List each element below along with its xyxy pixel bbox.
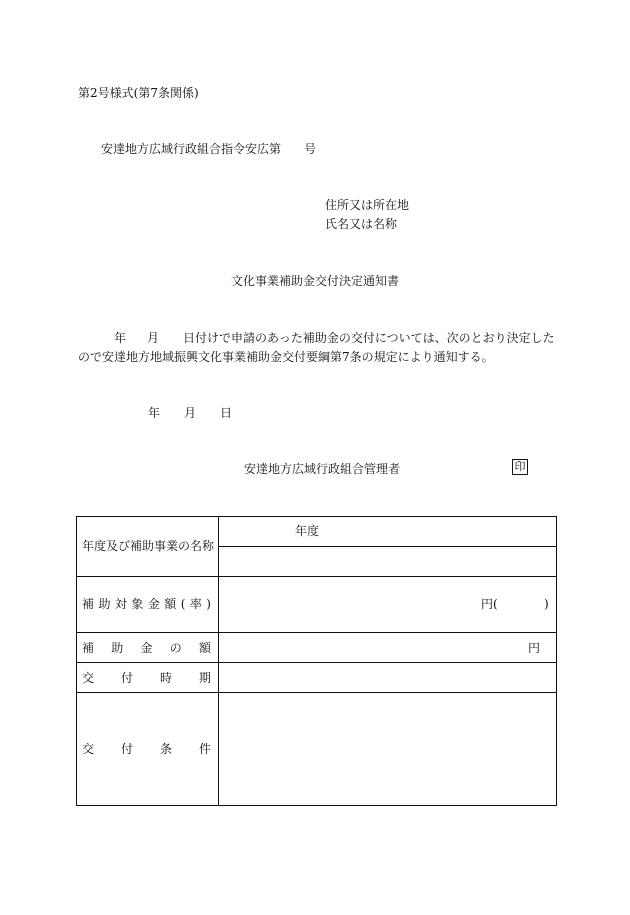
body-year: 年 xyxy=(114,331,127,345)
row-label-subsidy-amount: 補 助 金 の 額 xyxy=(82,641,211,655)
table-border-right xyxy=(556,516,557,806)
table-row-line xyxy=(76,662,557,663)
reference-number-suffix: 号 xyxy=(304,142,317,156)
table-border-bottom xyxy=(76,805,557,806)
table-row-line xyxy=(76,632,557,633)
form-label: 第2号様式(第7条関係) xyxy=(78,86,199,100)
table-border-left xyxy=(76,516,77,806)
date-day: 日 xyxy=(220,406,233,420)
row-label-eligible-amount: 補 助 対 象 金 額 ( 率 ) xyxy=(82,597,211,611)
reference-number-prefix: 安達地方広域行政組合指令安広第 xyxy=(101,142,282,156)
table-border-top xyxy=(76,516,557,517)
row-label-grant-conditions: 交 付 条 件 xyxy=(82,742,211,756)
body-month: 月 xyxy=(147,331,160,345)
address-label: 住所又は所在地 xyxy=(325,198,410,212)
date-year: 年 xyxy=(148,406,161,420)
eligible-amount-close: ) xyxy=(544,597,549,611)
row-value-fiscal-year: 年度 xyxy=(295,524,320,538)
eligible-amount-unit: 円( xyxy=(481,597,498,611)
body-line1: 日付けで申請のあった補助金の交付については、次のとおり決定した xyxy=(183,331,555,345)
table-column-divider xyxy=(218,516,219,806)
seal-mark: 印 xyxy=(512,459,528,475)
row-label-project-name: 年度及び補助事業の名称 xyxy=(82,539,215,553)
table-row-line xyxy=(76,692,557,693)
document-title: 文化事業補助金交付決定通知書 xyxy=(231,274,400,288)
name-label: 氏名又は名称 xyxy=(325,217,398,231)
table-row-line xyxy=(76,576,557,577)
table-inner-line xyxy=(218,546,557,547)
issuer-name: 安達地方広域行政組合管理者 xyxy=(244,462,401,476)
subsidy-amount-unit: 円 xyxy=(528,641,541,655)
body-line2: ので安達地方地域振興文化事業補助金交付要綱第7条の規定により通知する。 xyxy=(78,350,494,364)
date-month: 月 xyxy=(184,406,197,420)
row-label-grant-period: 交 付 時 期 xyxy=(82,671,211,685)
